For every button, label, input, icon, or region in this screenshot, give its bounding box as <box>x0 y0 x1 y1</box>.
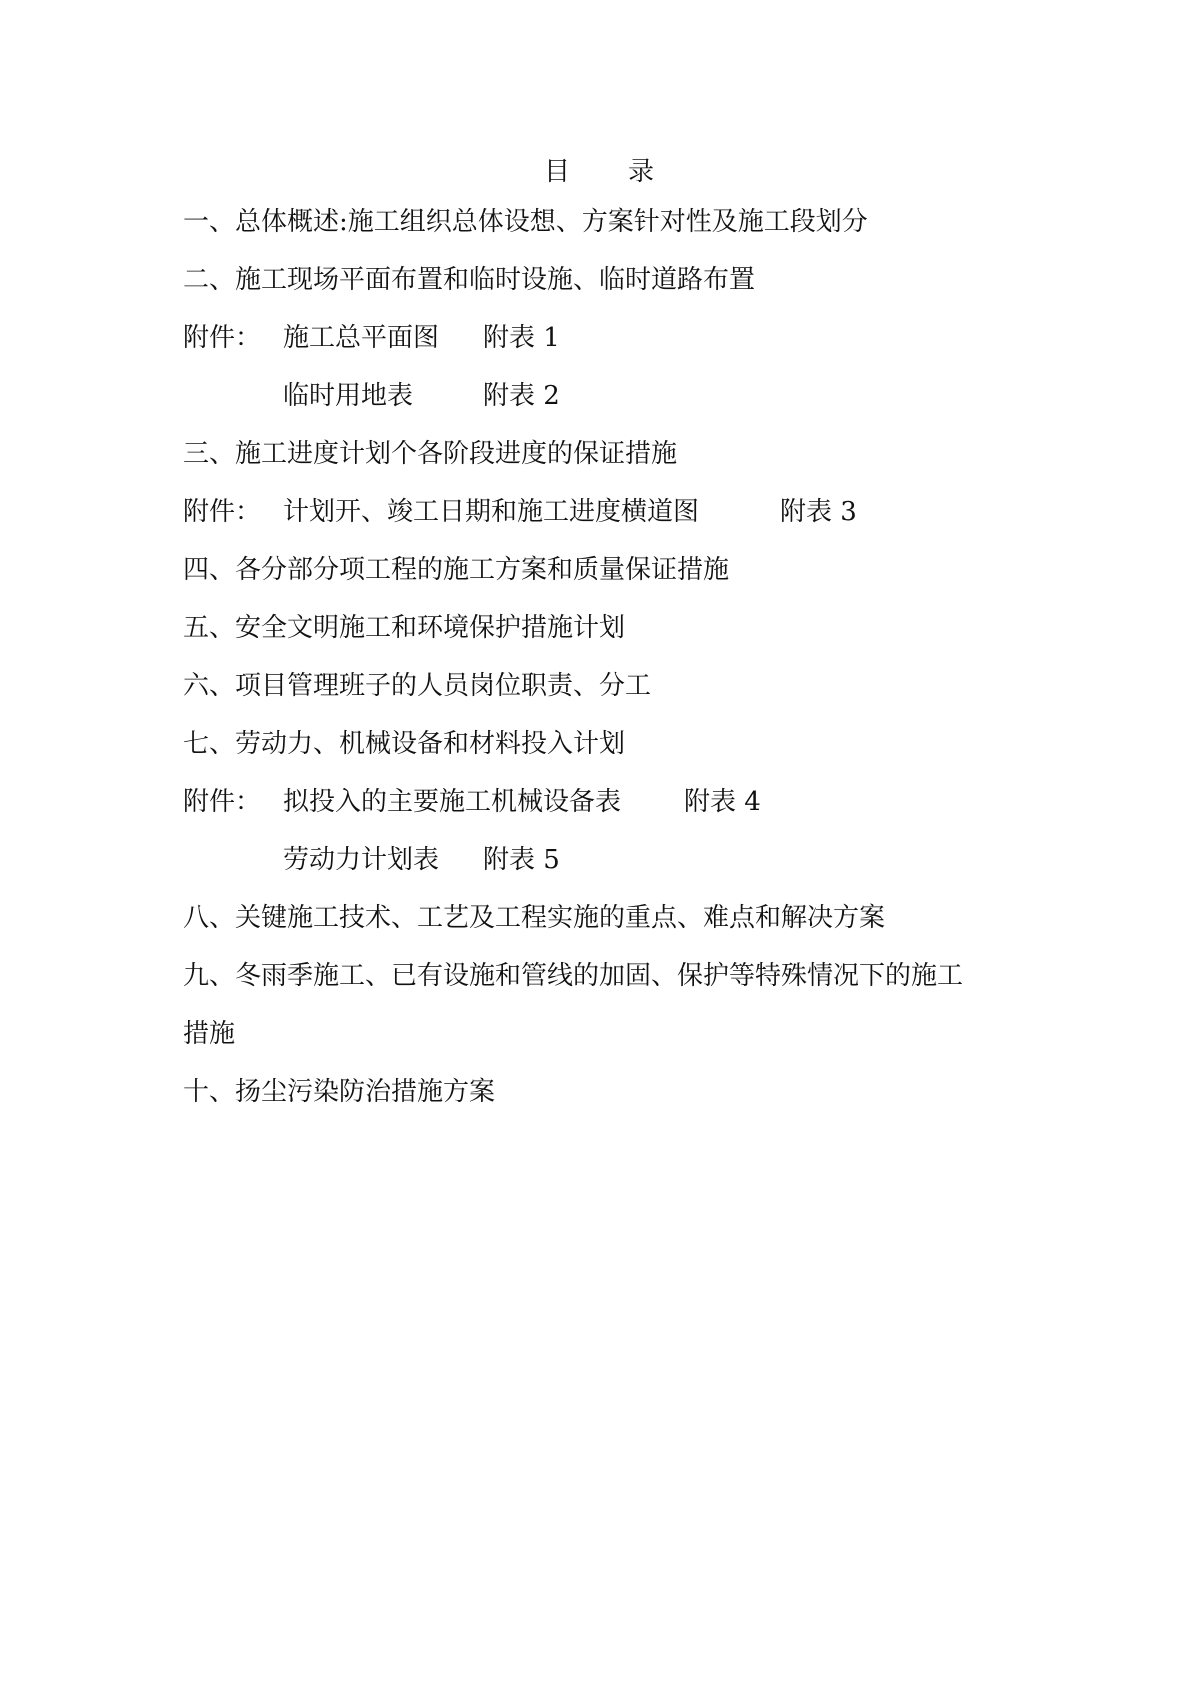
attachment-line <box>183 495 857 529</box>
attachment-name: 临时用地表 <box>283 381 414 411</box>
attachment-name: 拟投入的主要施工机械设备表 <box>283 787 622 817</box>
toc-entry: 十、扬尘污染防治措施方案 <box>183 1077 496 1107</box>
attachment-line <box>283 379 560 413</box>
toc-entry: 九、冬雨季施工、已有设施和管线的加固、保护等特殊情况下的施工 <box>183 961 964 991</box>
toc-entry: 六、项目管理班子的人员岗位职责、分工 <box>183 671 652 701</box>
toc-title-char: 目 <box>543 157 572 187</box>
toc-entry: 二、施工现场平面布置和临时设施、临时道路布置 <box>183 265 756 295</box>
attachment-ref: 附表 3 <box>780 497 857 527</box>
attachment-line <box>283 843 560 877</box>
attachment-name: 计划开、竣工日期和施工进度横道图 <box>283 497 700 527</box>
attachment-name: 劳动力计划表 <box>283 845 440 875</box>
toc-entry: 四、各分部分项工程的施工方案和质量保证措施 <box>183 555 730 585</box>
attachment-prefix: 附件： <box>183 323 262 353</box>
attachment-line <box>183 321 560 355</box>
toc-entry: 五、安全文明施工和环境保护措施计划 <box>183 613 626 643</box>
toc-entry-continuation: 措施 <box>183 1019 236 1049</box>
attachment-prefix: 附件： <box>183 787 262 817</box>
attachment-ref: 附表 4 <box>684 787 761 817</box>
attachment-ref: 附表 1 <box>483 323 560 353</box>
attachment-ref: 附表 2 <box>483 381 560 411</box>
toc-title-char: 录 <box>628 157 657 187</box>
attachment-name: 施工总平面图 <box>283 323 440 353</box>
toc-entry: 一、总体概述:施工组织总体设想、方案针对性及施工段划分 <box>183 207 868 237</box>
toc-title <box>0 155 1200 189</box>
attachment-prefix: 附件： <box>183 497 262 527</box>
toc-entry: 八、关键施工技术、工艺及工程实施的重点、难点和解决方案 <box>183 903 886 933</box>
toc-entry: 三、施工进度计划个各阶段进度的保证措施 <box>183 439 678 469</box>
attachment-ref: 附表 5 <box>483 845 560 875</box>
attachment-line <box>183 785 761 819</box>
toc-entry: 七、劳动力、机械设备和材料投入计划 <box>183 729 626 759</box>
